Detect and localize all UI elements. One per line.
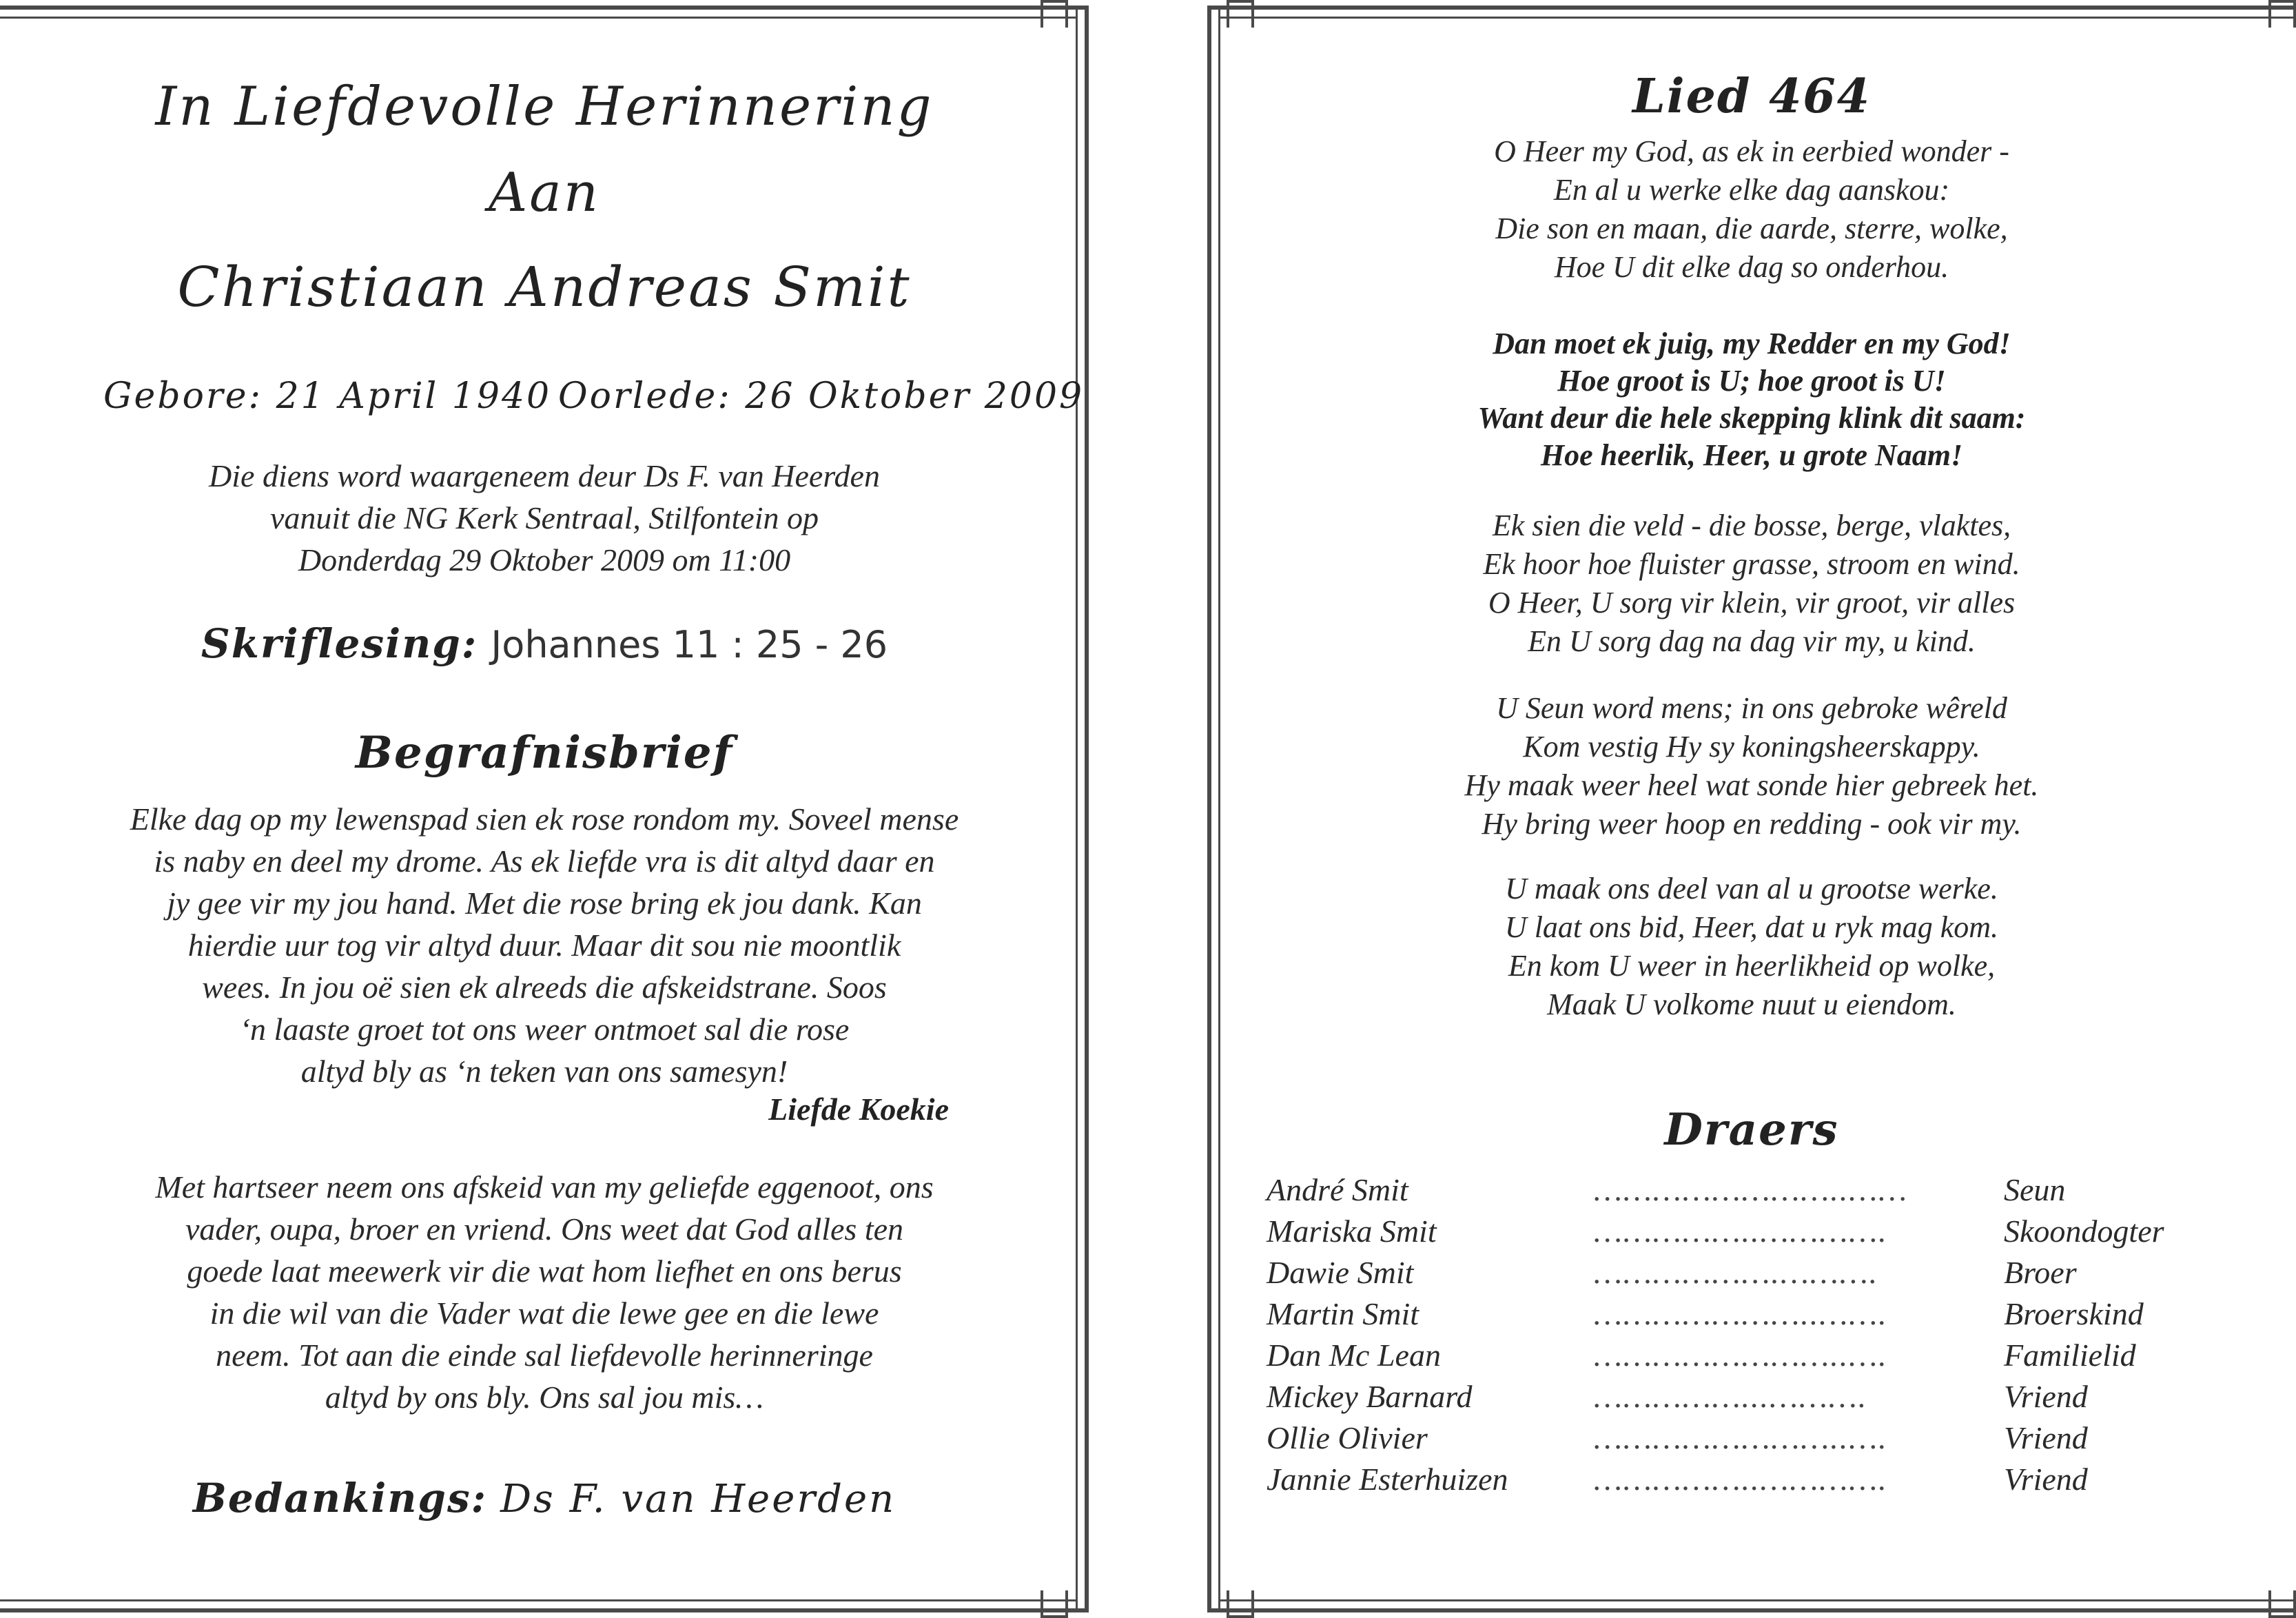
letter-signature: Liefde Koekie xyxy=(768,1092,949,1127)
scripture-reference: Johannes 11 : 25 - 26 xyxy=(491,623,888,666)
thanks-label: Bedankings: xyxy=(192,1475,488,1522)
funeral-letter xyxy=(41,798,1047,1092)
bearer-relation: Broer xyxy=(2004,1255,2077,1290)
hymn-stanza-3 xyxy=(1249,689,2255,843)
farewell-line: altyd by ons bly. Ons sal jou mis… xyxy=(325,1380,764,1415)
bearer-leader-dots: ……………..…………. xyxy=(1594,1462,1888,1497)
farewell-text xyxy=(41,1166,1047,1418)
bearer-relation: Vriend xyxy=(2004,1379,2088,1414)
hymn-line: En kom U weer in heerlikheid op wolke, xyxy=(1508,949,1996,983)
hymn-line: Die son en maan, die aarde, sterre, wolke, xyxy=(1495,212,2008,245)
chorus-line: Want deur die hele skepping klink dit saam: xyxy=(1477,401,2026,435)
letter-line: jy gee vir my jou hand. Met die rose bring ek jou dank. Kan xyxy=(167,885,922,921)
death-date: Oorlede: 26 Oktober 2009 xyxy=(558,376,1085,417)
bearer-name: Dan Mc Lean xyxy=(1267,1338,1441,1373)
service-line: Die diens word waargeneem deur Ds F. van Heerden xyxy=(209,458,880,493)
bearer-row xyxy=(1267,1254,2190,1296)
bearer-row xyxy=(1267,1378,2190,1420)
thanks-name: Ds F. van Heerden xyxy=(500,1477,896,1522)
farewell-line: Met hartseer neem ons afskeid van my geliefde eggenoot, ons xyxy=(155,1169,934,1205)
hymn-stanza-2 xyxy=(1249,506,2255,661)
bearer-row xyxy=(1267,1296,2190,1337)
bearer-relation: Familielid xyxy=(2004,1338,2136,1373)
scripture-label: Skriflesing: xyxy=(201,620,478,667)
deceased-name: Christiaan Andreas Smit xyxy=(177,255,912,319)
memorial-title: In Liefdevolle Herinnering xyxy=(155,76,934,138)
bearer-relation: Skoondogter xyxy=(2004,1214,2164,1249)
letter-line: ‘n laaste groet tot ons weer ontmoet sal die rose xyxy=(239,1012,850,1047)
hymn-line: Hoe U dit elke dag so onderhou. xyxy=(1554,250,1949,284)
hymn-line: O Heer, U sorg vir klein, vir groot, vir alles xyxy=(1488,586,2016,619)
corner-ornament xyxy=(1041,1590,1068,1618)
hymn-stanza-4 xyxy=(1249,870,2255,1024)
farewell-line: goede laat meewerk vir die wat hom liefhet en ons berus xyxy=(187,1253,902,1289)
bearer-row xyxy=(1267,1420,2190,1461)
bearer-leader-dots: ……………………..…. xyxy=(1594,1420,1888,1455)
bearer-relation: Seun xyxy=(2004,1172,2066,1207)
hymn-line: O Heer my God, as ek in eerbied wonder - xyxy=(1494,134,2009,168)
bearer-row xyxy=(1267,1461,2190,1502)
farewell-line: neem. Tot aan die einde sal liefdevolle herinneringe xyxy=(216,1338,873,1373)
letter-line: hierdie uur tog vir altyd duur. Maar dit sou nie moontlik xyxy=(187,928,901,963)
bearer-leader-dots: ……………………..…. xyxy=(1594,1338,1888,1373)
letter-line: wees. In jou oë sien ek alreeds die afskeidstrane. Soos xyxy=(202,970,887,1005)
birth-date: Gebore: 21 April 1940 xyxy=(103,376,552,417)
bearer-row xyxy=(1267,1213,2190,1254)
service-info xyxy=(41,455,1047,581)
letter-line: Elke dag op my lewenspad sien ek rose rondom my. Soveel mense xyxy=(130,801,959,837)
corner-ornament xyxy=(1227,0,1254,28)
hymn-line: Ek sien die veld - die bosse, berge, vlaktes, xyxy=(1492,509,2011,542)
bearer-row xyxy=(1267,1337,2190,1378)
bearer-leader-dots: ……………..…………. xyxy=(1594,1214,1888,1249)
chorus-line: Hoe heerlik, Heer, u grote Naam! xyxy=(1540,438,1963,472)
hymn-line: Hy bring weer hoop en redding - ook vir my. xyxy=(1482,807,2022,841)
letter-line: altyd bly as ‘n teken van ons samesyn! xyxy=(300,1054,788,1089)
service-line: Donderdag 29 Oktober 2009 om 11:00 xyxy=(298,542,791,577)
bearer-relation: Broerskind xyxy=(2004,1296,2144,1331)
hymn-line: Hy maak weer heel wat sonde hier gebreek het. xyxy=(1464,768,2039,802)
bearer-relation: Vriend xyxy=(2004,1462,2088,1497)
bearer-leader-dots: ……………………..…… xyxy=(1594,1172,1909,1207)
hymn-title: Lied 464 xyxy=(1632,69,1872,124)
bearer-leader-dots: ……………….………. xyxy=(1594,1255,1879,1290)
hymn-line: En al u werke elke dag aanskou: xyxy=(1553,173,1950,207)
hymn-stanza-1 xyxy=(1249,132,2255,287)
bearer-name: André Smit xyxy=(1267,1172,1408,1207)
hymn-line: Ek hoor hoe fluister grasse, stroom en wind. xyxy=(1483,547,2020,581)
acknowledgements xyxy=(41,1475,1047,1522)
bearer-name: Dawie Smit xyxy=(1267,1255,1414,1290)
bearer-relation: Vriend xyxy=(2004,1420,2088,1455)
bearer-name: Jannie Esterhuizen xyxy=(1267,1462,1508,1497)
bearer-leader-dots: ……………...………. xyxy=(1594,1379,1868,1414)
hymn-line: Maak U volkome nuut u eiendom. xyxy=(1547,987,1956,1021)
hymn-line: En U sorg dag na dag vir my, u kind. xyxy=(1528,624,1976,658)
hymn-chorus xyxy=(1249,325,2255,474)
bearers-heading: Draers xyxy=(1664,1104,1839,1156)
corner-ornament xyxy=(2268,0,2296,28)
memorial-title-aan: Aan xyxy=(488,162,601,224)
corner-ornament xyxy=(1041,0,1068,28)
corner-ornament xyxy=(1227,1590,1254,1618)
hymn-line: U Seun word mens; in ons gebroke wêreld xyxy=(1496,691,2007,725)
chorus-line: Dan moet ek juig, my Redder en my God! xyxy=(1493,327,2011,360)
scripture-reading xyxy=(41,620,1047,667)
farewell-line: vader, oupa, broer en vriend. Ons weet dat God alles ten xyxy=(185,1211,904,1247)
hymn-line: U laat ons bid, Heer, dat u ryk mag kom. xyxy=(1504,910,1999,944)
bearer-name: Martin Smit xyxy=(1267,1296,1419,1331)
corner-ornament xyxy=(2268,1590,2296,1618)
bearer-row xyxy=(1267,1171,2190,1213)
bearer-name: Ollie Olivier xyxy=(1267,1420,1428,1455)
bearer-name: Mariska Smit xyxy=(1267,1214,1437,1249)
hymn-line: Kom vestig Hy sy koningsheerskappy. xyxy=(1523,730,1980,764)
bearer-leader-dots: …………………..……. xyxy=(1594,1296,1888,1331)
hymn-line: U maak ons deel van al u grootse werke. xyxy=(1505,872,1998,905)
letter-heading: Begrafnisbrief xyxy=(355,727,734,779)
letter-line: is naby en deel my drome. As ek liefde vra is dit altyd daar en xyxy=(154,843,935,879)
bearer-name: Mickey Barnard xyxy=(1267,1379,1473,1414)
service-line: vanuit die NG Kerk Sentraal, Stilfontein op xyxy=(270,500,819,535)
farewell-line: in die wil van die Vader wat die lewe gee en die lewe xyxy=(209,1296,879,1331)
chorus-line: Hoe groot is U; hoe groot is U! xyxy=(1557,364,1946,398)
